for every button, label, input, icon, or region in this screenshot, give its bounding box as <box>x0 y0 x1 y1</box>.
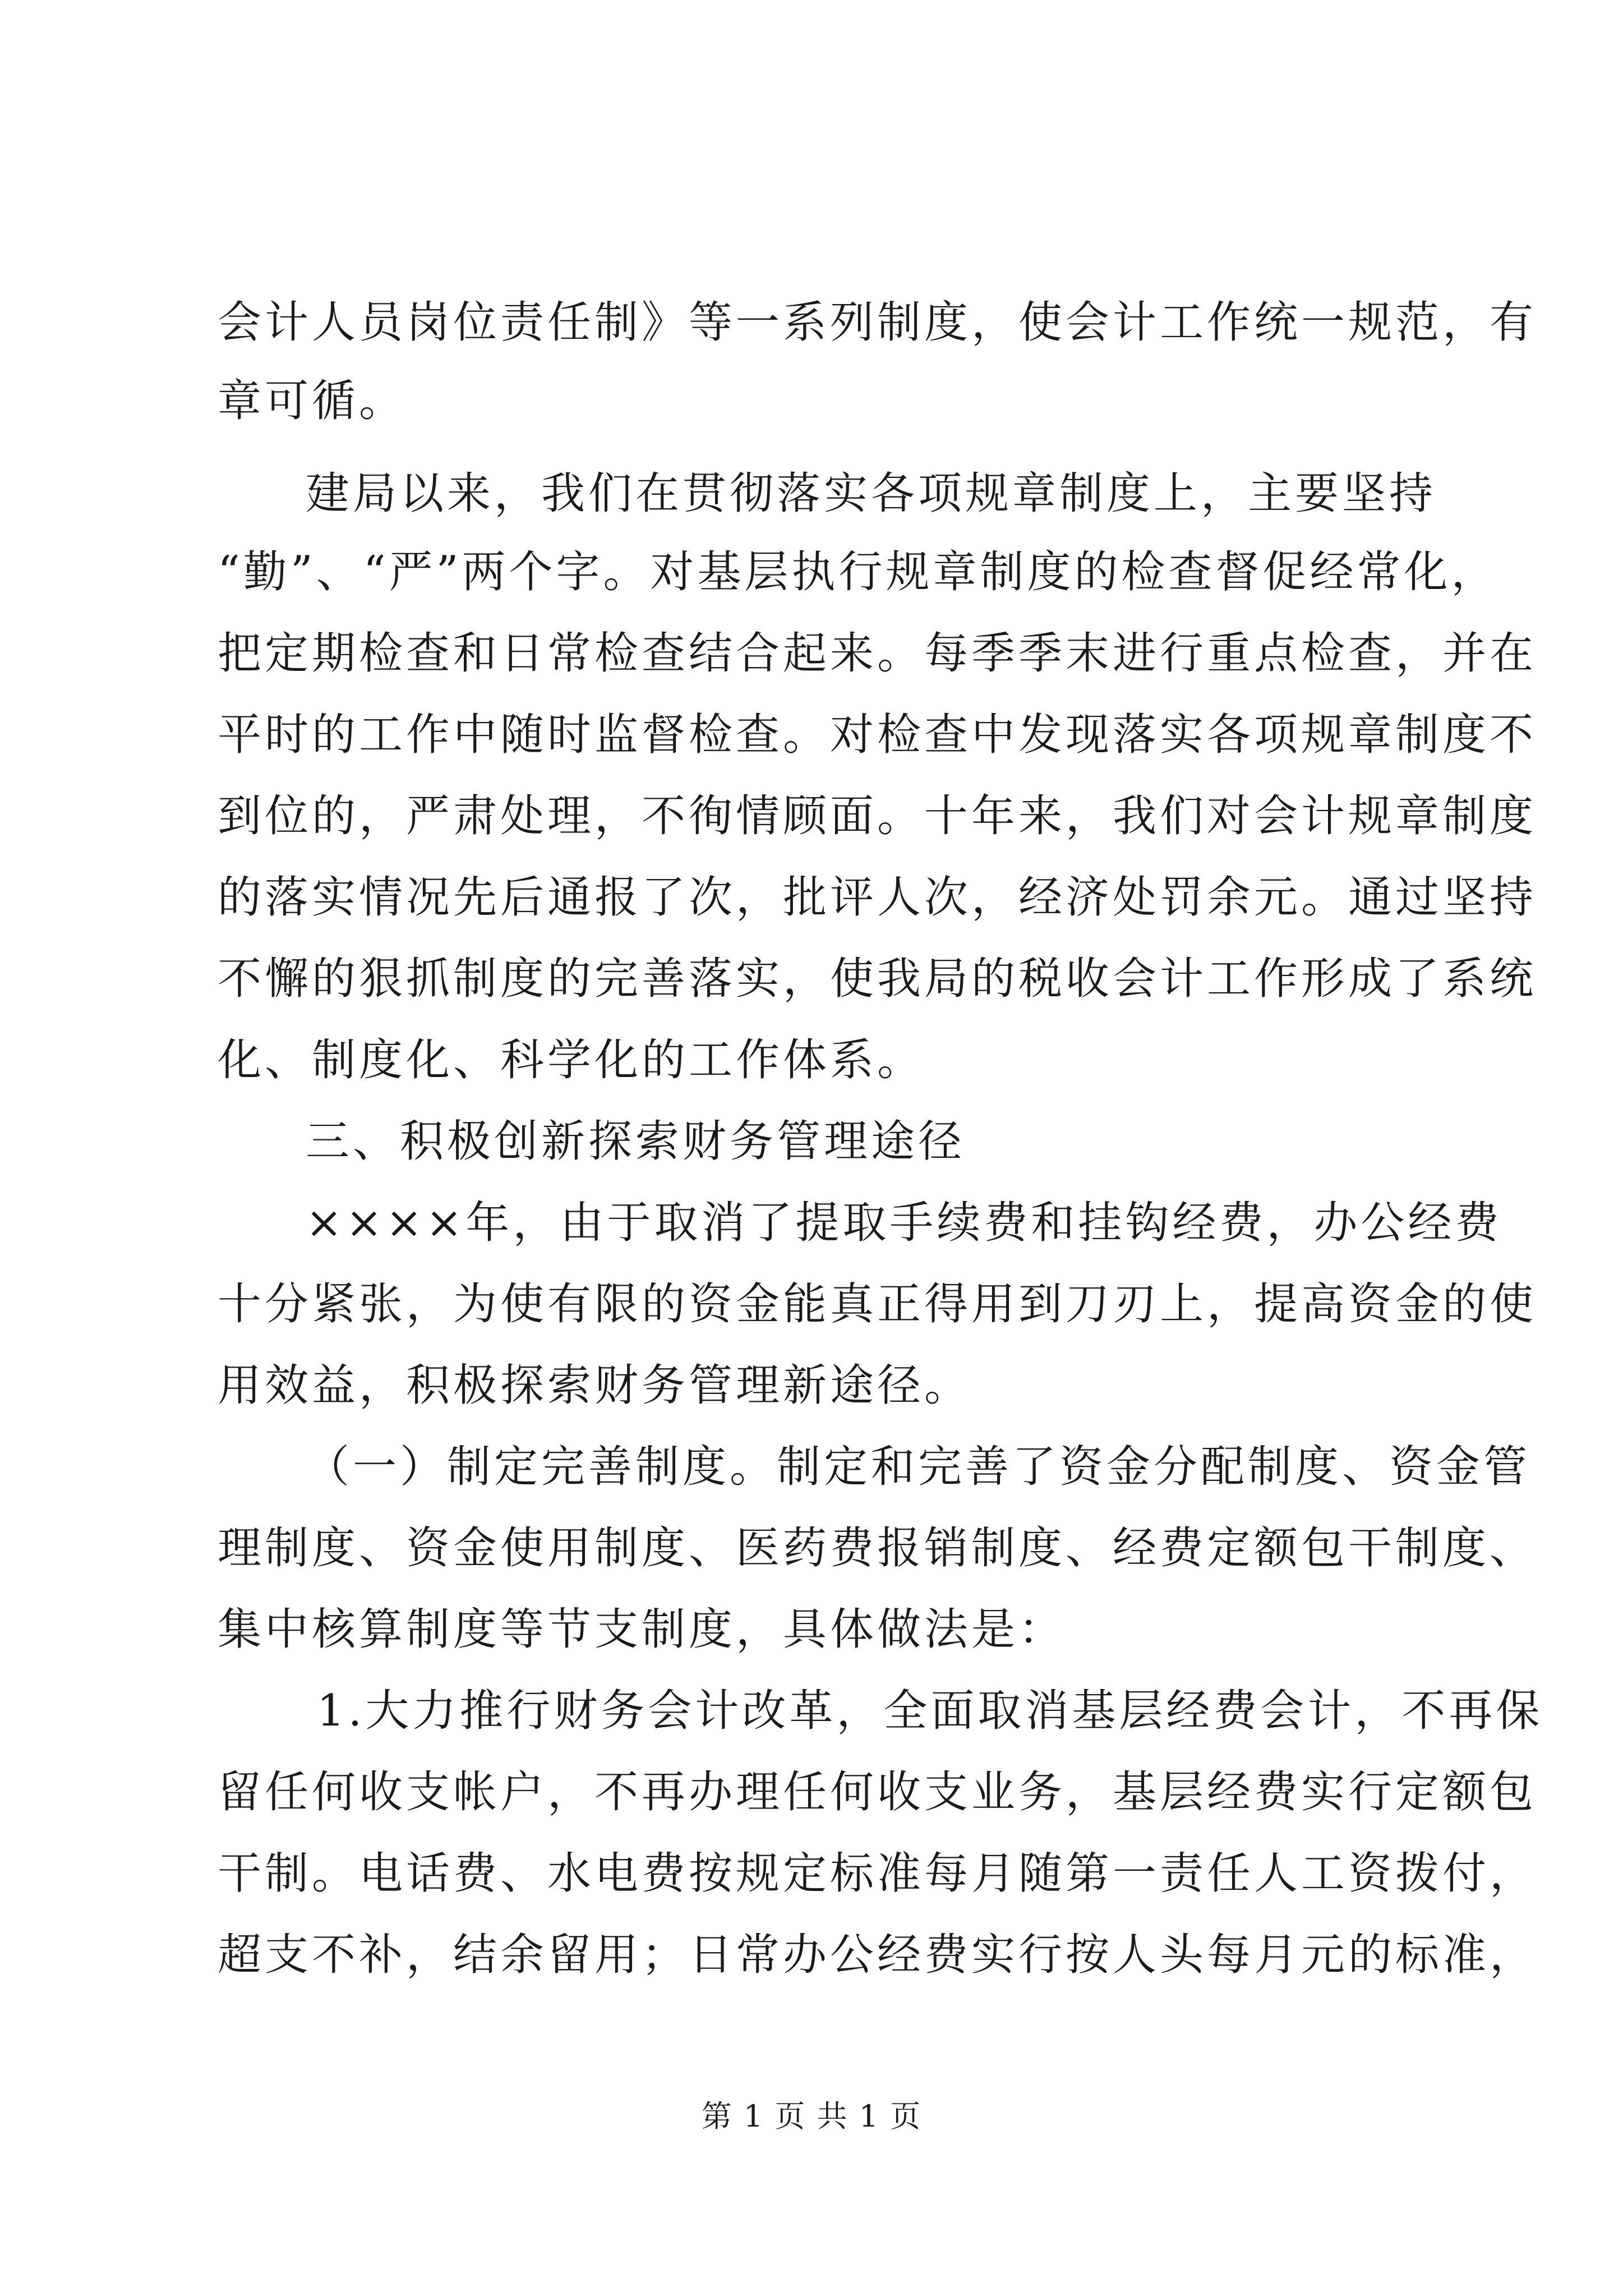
text-line-10: 化、制度化、科学化的工作体系。 <box>218 1035 925 1085</box>
text-line-4: “勤”、“严”两个字。对基层执行规章制度的检查督促经常化， <box>218 547 1498 597</box>
text-line-20: 干制。电话费、水电费按规定标准每月随第一责任人工资拨付， <box>218 1848 1537 1899</box>
text-line-1: 会计人员岗位责任制》等一系列制度，使会计工作统一规范，有 <box>218 297 1537 348</box>
text-line-17: 集中核算制度等节支制度，具体做法是： <box>218 1604 1066 1655</box>
text-line-8: 的落实情况先后通报了次，批评人次，经济处罚余元。通过坚持 <box>218 872 1537 923</box>
text-line-3: 建局以来，我们在贯彻落实各项规章制度上，主要坚持 <box>306 468 1437 519</box>
text-line-5: 把定期检查和日常检查结合起来。每季季末进行重点检查，并在 <box>218 628 1537 679</box>
text-line-12: ××××年，由于取消了提取手续费和挂钩经费，办公经费 <box>306 1198 1502 1248</box>
text-line-14: 用效益，积极探索财务管理新途径。 <box>218 1360 972 1411</box>
text-line-15: （一）制定完善制度。制定和完善了资金分配制度、资金管 <box>306 1442 1531 1492</box>
text-line-13: 十分紧张，为使有限的资金能真正得用到刀刃上，提高资金的使 <box>218 1279 1537 1329</box>
text-line-7: 到位的，严肃处理，不徇情顾面。十年来，我们对会计规章制度 <box>218 791 1537 841</box>
page-number-footer: 第 1 页 共 1 页 <box>701 2099 922 2134</box>
text-line-18: 1.大力推行财务会计改革，全面取消基层经费会计，不再保 <box>317 1686 1543 1736</box>
text-line-6: 平时的工作中随时监督检查。对检查中发现落实各项规章制度不 <box>218 710 1537 760</box>
text-line-2: 章可循。 <box>218 376 407 426</box>
section-heading: 三、积极创新探索财务管理途径 <box>306 1116 966 1167</box>
text-line-21: 超支不补，结余留用；日常办公经费实行按人头每月元的标准， <box>218 1930 1537 1980</box>
text-line-19: 留任何收支帐户，不再办理任何收支业务，基层经费实行定额包 <box>218 1767 1537 1818</box>
text-line-9: 不懈的狠抓制度的完善落实，使我局的税收会计工作形成了系统 <box>218 954 1537 1004</box>
text-line-16: 理制度、资金使用制度、医药费报销制度、经费定额包干制度、 <box>218 1523 1537 1573</box>
